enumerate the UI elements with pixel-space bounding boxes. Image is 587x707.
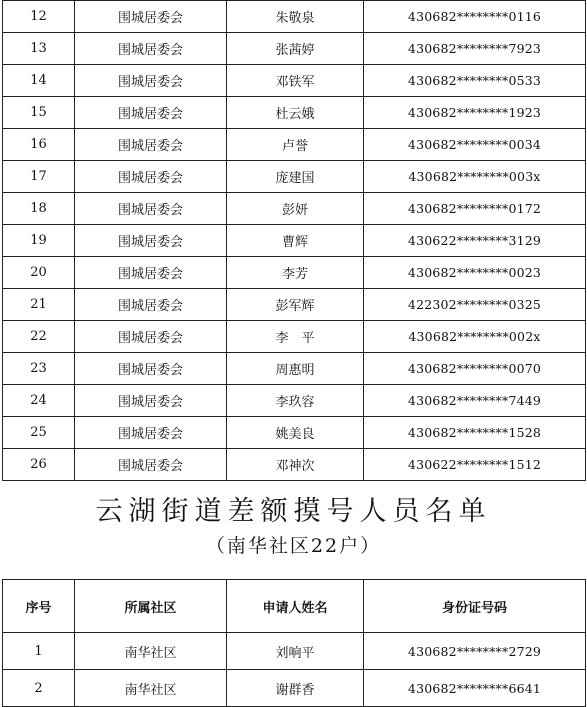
cell-serial-number: 21 (3, 289, 75, 321)
table-header-row (3, 580, 586, 633)
cell-serial-number: 2 (3, 670, 75, 707)
cell-serial-number: 20 (3, 257, 75, 289)
table-row (3, 225, 586, 257)
cell-serial-number: 1 (3, 633, 75, 670)
cell-applicant-name: 张茜婷 (227, 33, 364, 65)
cell-serial-number: 18 (3, 193, 75, 225)
lower-applicant-table (2, 579, 586, 707)
cell-id-number: 430682********7449 (364, 385, 586, 417)
cell-serial-number: 14 (3, 65, 75, 97)
cell-community: 围城居委会 (75, 289, 227, 321)
header-community: 所属社区 (75, 580, 227, 633)
cell-applicant-name: 曹辉 (227, 225, 364, 257)
cell-serial-number: 23 (3, 353, 75, 385)
cell-applicant-name: 邓神次 (227, 449, 364, 481)
cell-applicant-name: 周惠明 (227, 353, 364, 385)
cell-community: 围城居委会 (75, 385, 227, 417)
cell-serial-number: 16 (3, 129, 75, 161)
cell-community: 围城居委会 (75, 417, 227, 449)
cell-serial-number: 12 (3, 1, 75, 33)
page-title: 云湖街道差额摸号人员名单 (95, 496, 492, 527)
cell-applicant-name: 朱敬泉 (227, 1, 364, 33)
header-serial-number: 序号 (3, 580, 75, 633)
cell-id-number: 430682********0172 (364, 193, 586, 225)
table-row (3, 129, 586, 161)
cell-community: 围城居委会 (75, 97, 227, 129)
cell-community: 围城居委会 (75, 321, 227, 353)
cell-community: 围城居委会 (75, 129, 227, 161)
cell-serial-number: 24 (3, 385, 75, 417)
cell-applicant-name: 姚美良 (227, 417, 364, 449)
table-row (3, 449, 586, 481)
cell-id-number: 430682********1528 (364, 417, 586, 449)
cell-serial-number: 13 (3, 33, 75, 65)
table-row (3, 670, 586, 707)
cell-id-number: 430622********1512 (364, 449, 586, 481)
cell-applicant-name: 谢群香 (227, 670, 364, 707)
section-heading (0, 492, 587, 560)
cell-id-number: 430682********0116 (364, 1, 586, 33)
cell-id-number: 430682********002x (364, 321, 586, 353)
table-row (3, 97, 586, 129)
lower-table-body (3, 633, 586, 707)
table-row (3, 161, 586, 193)
cell-community: 围城居委会 (75, 65, 227, 97)
table-row (3, 1, 586, 33)
upper-table-body (3, 1, 586, 481)
cell-applicant-name: 彭军辉 (227, 289, 364, 321)
cell-community: 围城居委会 (75, 449, 227, 481)
cell-community: 围城居委会 (75, 193, 227, 225)
page-subtitle: （南华社区22户） (205, 535, 382, 557)
cell-community: 南华社区 (75, 633, 227, 670)
table-row (3, 33, 586, 65)
cell-id-number: 430682********6641 (364, 670, 586, 707)
cell-id-number: 430682********7923 (364, 33, 586, 65)
table-row (3, 321, 586, 353)
table-row (3, 65, 586, 97)
cell-id-number: 430682********2729 (364, 633, 586, 670)
table-row (3, 633, 586, 670)
cell-applicant-name: 杜云娥 (227, 97, 364, 129)
table-row (3, 289, 586, 321)
cell-serial-number: 17 (3, 161, 75, 193)
table-row (3, 353, 586, 385)
cell-applicant-name: 刘响平 (227, 633, 364, 670)
cell-serial-number: 25 (3, 417, 75, 449)
cell-serial-number: 15 (3, 97, 75, 129)
header-id-number: 身份证号码 (364, 580, 586, 633)
table-row (3, 257, 586, 289)
cell-applicant-name: 李芳 (227, 257, 364, 289)
cell-serial-number: 26 (3, 449, 75, 481)
cell-serial-number: 22 (3, 321, 75, 353)
cell-id-number: 422302********0325 (364, 289, 586, 321)
cell-community: 围城居委会 (75, 33, 227, 65)
cell-applicant-name: 邓铁军 (227, 65, 364, 97)
cell-id-number: 430682********0023 (364, 257, 586, 289)
cell-applicant-name: 李 平 (227, 321, 364, 353)
cell-id-number: 430682********1923 (364, 97, 586, 129)
upper-applicant-table (2, 0, 586, 481)
table-row (3, 417, 586, 449)
cell-applicant-name: 李玖容 (227, 385, 364, 417)
cell-id-number: 430682********0533 (364, 65, 586, 97)
cell-id-number: 430682********0070 (364, 353, 586, 385)
cell-applicant-name: 彭妍 (227, 193, 364, 225)
table-row (3, 385, 586, 417)
cell-community: 围城居委会 (75, 161, 227, 193)
cell-community: 围城居委会 (75, 1, 227, 33)
cell-id-number: 430682********0034 (364, 129, 586, 161)
cell-applicant-name: 卢誉 (227, 129, 364, 161)
cell-community: 围城居委会 (75, 225, 227, 257)
cell-id-number: 430622********3129 (364, 225, 586, 257)
cell-community: 围城居委会 (75, 353, 227, 385)
cell-id-number: 430682********003x (364, 161, 586, 193)
table-row (3, 193, 586, 225)
cell-community: 围城居委会 (75, 257, 227, 289)
header-applicant-name: 申请人姓名 (227, 580, 364, 633)
cell-serial-number: 19 (3, 225, 75, 257)
cell-community: 南华社区 (75, 670, 227, 707)
cell-applicant-name: 庞建国 (227, 161, 364, 193)
